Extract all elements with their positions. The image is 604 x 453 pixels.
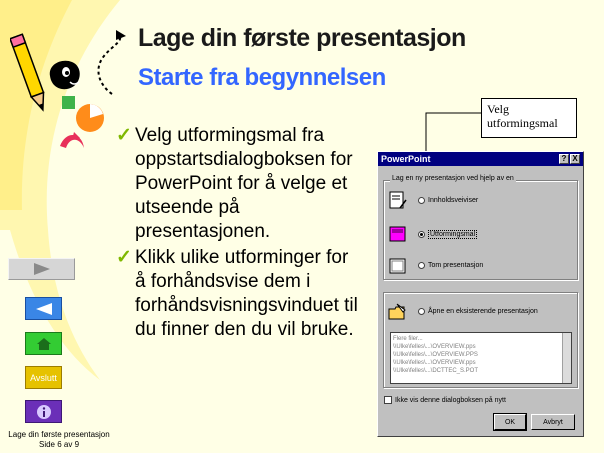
open-existing-radio[interactable] (418, 308, 425, 315)
open-existing-label: Åpne en eksisterende presentasjon (428, 308, 538, 315)
ok-button[interactable]: OK (494, 414, 526, 430)
open-existing-option[interactable] (418, 308, 538, 315)
bullet-item (116, 246, 361, 342)
dont-show-again-row[interactable] (384, 396, 506, 404)
list-item[interactable]: \\Ulke\felles\...\OVERVIEW.pps (393, 360, 476, 366)
list-item[interactable]: \\Ulke\felles\...\OVERVIEW.pps (393, 344, 476, 350)
list-item[interactable]: \\Ulke\felles\...\OVERVIEW.PPS (393, 352, 478, 358)
bullet-text: Velg utformingsmal fra oppstartsdialogboksen for PowerPoint for å velge et utseende på presentasjonen. (135, 125, 353, 242)
home-button[interactable] (25, 332, 62, 355)
character-clipart-icon (44, 56, 86, 96)
previous-slide-button[interactable] (25, 297, 62, 320)
list-item[interactable]: Flere filer... (393, 336, 423, 342)
dialog-titlebar (378, 152, 583, 166)
recent-files-list[interactable] (390, 332, 572, 384)
close-button[interactable]: X (570, 154, 580, 164)
template-radio[interactable] (418, 231, 425, 238)
bullet-item (116, 124, 361, 244)
next-slide-button[interactable] (8, 258, 75, 280)
arrow-right-icon (32, 262, 52, 276)
callout-box: Velg utformingsmal (481, 98, 577, 138)
dotted-arrow-icon (90, 28, 132, 98)
info-icon (36, 404, 52, 420)
powerpoint-startup-dialog (377, 151, 584, 437)
list-scrollbar[interactable] (562, 333, 571, 383)
slide-title: Lage din første presentasjon (138, 24, 466, 52)
wizard-radio[interactable] (418, 197, 425, 204)
list-item[interactable]: \\Ulke\felles\...\DCTTEC_S.POT (393, 368, 479, 374)
wizard-icon (388, 190, 408, 210)
arrow-left-icon (34, 302, 54, 316)
dialog-title: PowerPoint (381, 154, 431, 164)
help-button[interactable]: ? (559, 154, 569, 164)
info-button[interactable] (25, 400, 62, 423)
checkmark-icon: ✓ (116, 247, 132, 268)
footer-title: Lage din første presentasjon (8, 430, 110, 439)
cancel-button[interactable]: Avbryt (531, 414, 575, 430)
slide-footer (2, 430, 116, 450)
dont-show-again-label: Ikke vis denne dialogboksen på nytt (395, 396, 506, 404)
footer-page-number: Side 6 av 9 (38, 440, 80, 449)
dont-show-again-checkbox[interactable] (384, 396, 392, 404)
template-label: Utformingsmal (430, 231, 476, 238)
blank-label: Tom presentasjon (428, 262, 484, 269)
wizard-label: Innholdsveiviser (428, 197, 479, 204)
blank-option[interactable] (418, 262, 483, 269)
bullet-list (116, 124, 361, 342)
checkmark-icon: ✓ (116, 125, 132, 146)
home-icon (36, 337, 52, 351)
open-folder-icon (388, 302, 408, 322)
template-option[interactable] (418, 230, 477, 239)
blank-radio[interactable] (418, 262, 425, 269)
wizard-option[interactable] (418, 197, 478, 204)
end-show-button[interactable]: Avslutt (25, 366, 62, 389)
slide-subtitle: Starte fra begynnelsen (138, 64, 386, 91)
template-icon (388, 224, 408, 244)
group-legend: Lag en ny presentasjon ved hjelp av en (392, 175, 514, 182)
blank-presentation-icon (388, 256, 408, 276)
bullet-text: Klikk ulike utforminger for å forhåndsvise dem i forhåndsvisningsvinduet til du finner den du vil bruke. (135, 247, 358, 340)
shapes-clipart-icon (56, 92, 112, 166)
